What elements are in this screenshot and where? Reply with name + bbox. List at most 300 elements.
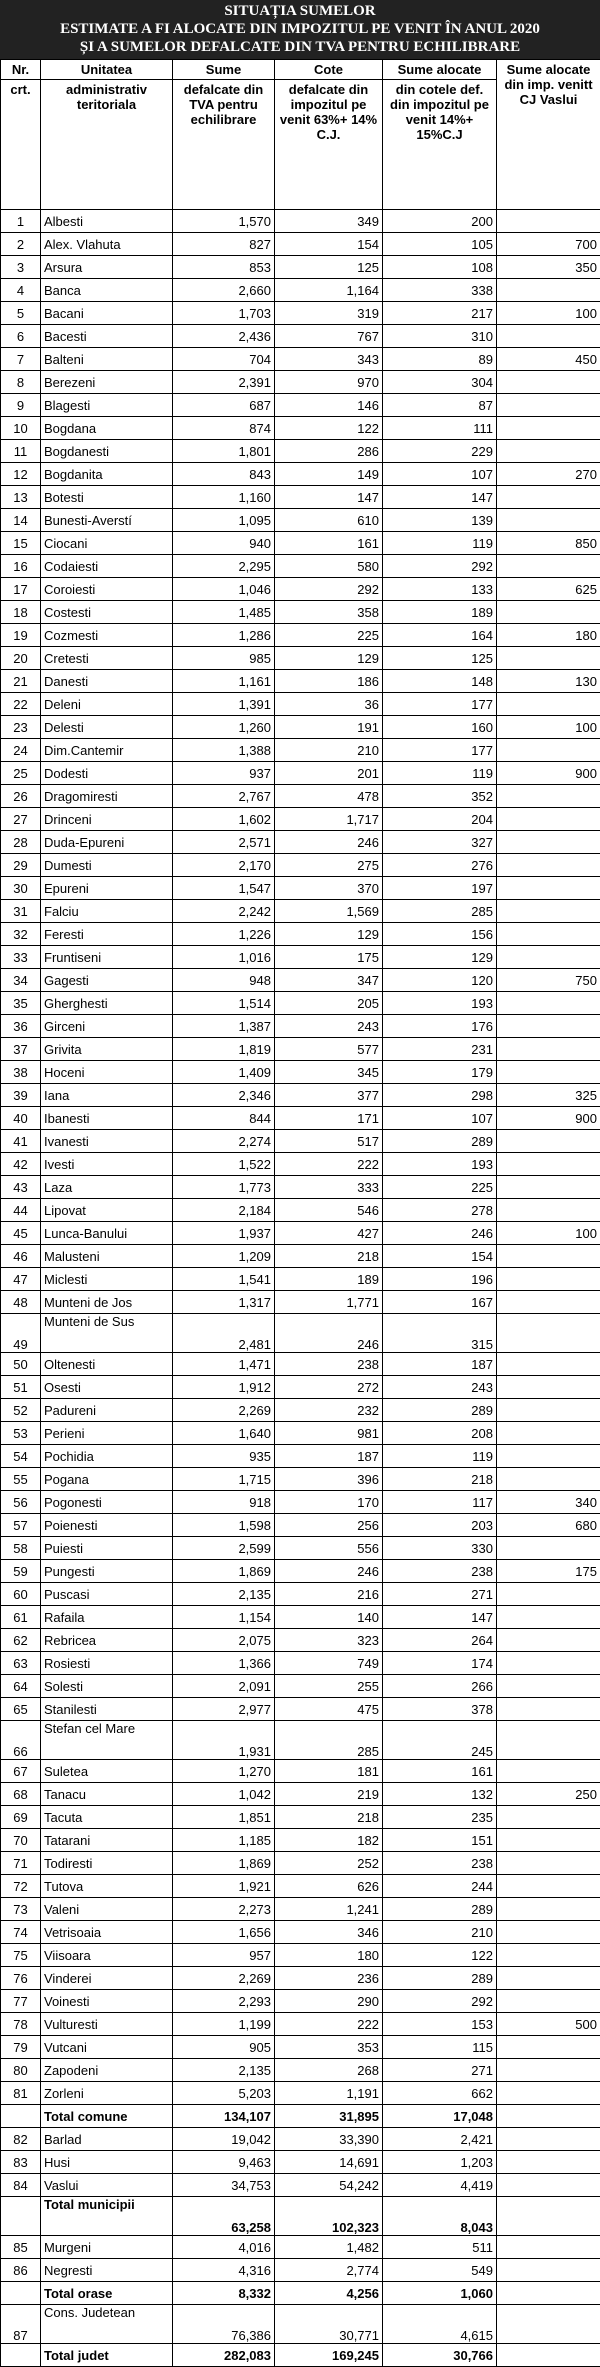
cell-cote: 349 — [275, 210, 383, 233]
cell-unit-name: Epureni — [41, 877, 173, 900]
cell-sume-tva: 2,184 — [173, 1199, 275, 1222]
total-row — [1, 2105, 600, 2128]
cell-sume-cj: 325 — [497, 1084, 600, 1107]
cell-unit-name: Zapodeni — [41, 2059, 173, 2082]
cell-cote: 222 — [275, 2013, 383, 2036]
cell-sume-cj: 700 — [497, 233, 600, 256]
cell-sume-cj — [497, 2105, 600, 2128]
cell-cote: 275 — [275, 854, 383, 877]
cell-cote: 749 — [275, 1652, 383, 1675]
cell-sume-tva: 948 — [173, 969, 275, 992]
cell-unit-name: Bacesti — [41, 325, 173, 348]
cell-sume-alocate: 310 — [383, 325, 497, 348]
cell-nr: 68 — [1, 1783, 41, 1806]
header-nr-top: Nr. — [1, 60, 41, 80]
table-row — [1, 1061, 600, 1084]
table-row — [1, 1245, 600, 1268]
cell-cote: 36 — [275, 693, 383, 716]
cell-nr: 9 — [1, 394, 41, 417]
table-row — [1, 1760, 600, 1783]
cell-nr: 27 — [1, 808, 41, 831]
cell-sume-tva: 1,226 — [173, 923, 275, 946]
cell-nr: 86 — [1, 2259, 41, 2282]
cell-cote: 358 — [275, 601, 383, 624]
header-cote-bottom: defalcate din impozitul pe venit 63%+ 14% C.J. — [275, 80, 383, 210]
cell-sume-cj — [497, 923, 600, 946]
cell-sume-cj — [497, 371, 600, 394]
cell-sume-alocate: 246 — [383, 1222, 497, 1245]
cell-nr: 18 — [1, 601, 41, 624]
table-row — [1, 1468, 600, 1491]
cell-sume-cj — [497, 2174, 600, 2197]
cell-nr: 26 — [1, 785, 41, 808]
table-row — [1, 877, 600, 900]
cell-sume-tva: 1,869 — [173, 1560, 275, 1583]
cell-sume-tva: 4,016 — [173, 2236, 275, 2259]
cell-sume-alocate: 229 — [383, 440, 497, 463]
cell-unit-name: Total orase — [41, 2282, 173, 2305]
cell-nr: 16 — [1, 555, 41, 578]
cell-nr: 51 — [1, 1376, 41, 1399]
cell-cote: 580 — [275, 555, 383, 578]
cell-cote: 191 — [275, 716, 383, 739]
cell-sume-cj: 500 — [497, 2013, 600, 2036]
cell-unit-name: Voinesti — [41, 1990, 173, 2013]
cell-unit-name: Botesti — [41, 486, 173, 509]
cell-cote: 272 — [275, 1376, 383, 1399]
cell-sume-cj — [497, 1291, 600, 1314]
cell-sume-alocate: 235 — [383, 1806, 497, 1829]
table-row — [1, 279, 600, 302]
cell-sume-cj: 100 — [497, 1222, 600, 1245]
cell-nr: 5 — [1, 302, 41, 325]
cell-unit-name: Bacani — [41, 302, 173, 325]
cell-sume-cj: 250 — [497, 1783, 600, 1806]
table-row — [1, 2151, 600, 2174]
cell-sume-alocate: 17,048 — [383, 2105, 497, 2128]
cell-cote: 427 — [275, 1222, 383, 1245]
cell-nr: 43 — [1, 1176, 41, 1199]
cell-unit-name: Cretesti — [41, 647, 173, 670]
table-row — [1, 1107, 600, 1130]
cell-unit-name: Duda-Epureni — [41, 831, 173, 854]
table-row — [1, 2128, 600, 2151]
cell-sume-tva: 34,753 — [173, 2174, 275, 2197]
cell-unit-name: Hoceni — [41, 1061, 173, 1084]
cell-nr: 13 — [1, 486, 41, 509]
cell-unit-name: Perieni — [41, 1422, 173, 1445]
cell-sume-tva: 1,715 — [173, 1468, 275, 1491]
cell-sume-tva: 905 — [173, 2036, 275, 2059]
table-row — [1, 463, 600, 486]
cell-cote: 129 — [275, 647, 383, 670]
cell-nr: 22 — [1, 693, 41, 716]
cell-unit-name: Miclesti — [41, 1268, 173, 1291]
header-nr-bottom: crt. — [1, 80, 41, 210]
cell-sume-cj — [497, 2282, 600, 2305]
cell-cote: 345 — [275, 1061, 383, 1084]
cell-nr: 29 — [1, 854, 41, 877]
cell-unit-name: Ivanesti — [41, 1130, 173, 1153]
cell-sume-cj — [497, 2082, 600, 2105]
cell-nr: 65 — [1, 1698, 41, 1721]
cell-nr — [1, 2105, 41, 2128]
cell-sume-cj — [497, 1153, 600, 1176]
cell-nr: 24 — [1, 739, 41, 762]
cell-unit-name: Fruntiseni — [41, 946, 173, 969]
cell-cote: 256 — [275, 1514, 383, 1537]
cell-sume-alocate: 30,766 — [383, 2344, 497, 2367]
cell-sume-alocate: 218 — [383, 1468, 497, 1491]
cell-unit-name: Banca — [41, 279, 173, 302]
header-extra: Sume alocate din imp. venitt CJ Vaslui — [497, 60, 600, 210]
table-row — [1, 325, 600, 348]
cell-nr: 72 — [1, 1875, 41, 1898]
cell-sume-tva: 1,640 — [173, 1422, 275, 1445]
cell-sume-cj — [497, 1422, 600, 1445]
cell-cote: 1,482 — [275, 2236, 383, 2259]
table-row — [1, 2305, 600, 2344]
cell-cote: 1,241 — [275, 1898, 383, 1921]
cell-cote: 556 — [275, 1537, 383, 1560]
cell-nr: 71 — [1, 1852, 41, 1875]
cell-unit-name: Dodesti — [41, 762, 173, 785]
cell-sume-alocate: 160 — [383, 716, 497, 739]
cell-sume-alocate: 176 — [383, 1015, 497, 1038]
cell-unit-name: Suletea — [41, 1760, 173, 1783]
cell-sume-tva: 843 — [173, 463, 275, 486]
cell-sume-cj: 100 — [497, 302, 600, 325]
cell-sume-alocate: 231 — [383, 1038, 497, 1061]
cell-nr: 70 — [1, 1829, 41, 1852]
cell-cote: 187 — [275, 1445, 383, 1468]
cell-sume-cj: 900 — [497, 762, 600, 785]
cell-unit-name: Oltenesti — [41, 1353, 173, 1376]
table-row — [1, 440, 600, 463]
cell-cote: 246 — [275, 831, 383, 854]
total-row — [1, 2197, 600, 2236]
table-row — [1, 1944, 600, 1967]
cell-unit-name: Husi — [41, 2151, 173, 2174]
cell-unit-name: Barlad — [41, 2128, 173, 2151]
cell-unit-name: Valeni — [41, 1898, 173, 1921]
cell-cote: 222 — [275, 1153, 383, 1176]
cell-sume-tva: 19,042 — [173, 2128, 275, 2151]
cell-sume-cj — [497, 1944, 600, 1967]
cell-cote: 292 — [275, 578, 383, 601]
cell-sume-tva: 937 — [173, 762, 275, 785]
table-row — [1, 1084, 600, 1107]
cell-sume-cj — [497, 693, 600, 716]
cell-sume-cj — [497, 417, 600, 440]
cell-sume-tva: 1,773 — [173, 1176, 275, 1199]
cell-sume-cj — [497, 440, 600, 463]
cell-unit-name: Pogana — [41, 1468, 173, 1491]
cell-cote: 161 — [275, 532, 383, 555]
cell-cote: 255 — [275, 1675, 383, 1698]
table-row — [1, 1491, 600, 1514]
cell-cote: 122 — [275, 417, 383, 440]
cell-sume-alocate: 208 — [383, 1422, 497, 1445]
table-row — [1, 785, 600, 808]
cell-sume-alocate: 167 — [383, 1291, 497, 1314]
cell-sume-cj — [497, 1652, 600, 1675]
cell-sume-cj: 850 — [497, 532, 600, 555]
cell-cote: 4,256 — [275, 2282, 383, 2305]
cell-unit-name: Osesti — [41, 1376, 173, 1399]
cell-sume-tva: 2,273 — [173, 1898, 275, 1921]
cell-sume-alocate: 238 — [383, 1852, 497, 1875]
table-row — [1, 1445, 600, 1468]
cell-cote: 125 — [275, 256, 383, 279]
cell-nr: 3 — [1, 256, 41, 279]
cell-sume-tva: 1,912 — [173, 1376, 275, 1399]
cell-sume-cj — [497, 1721, 600, 1760]
table-row — [1, 2013, 600, 2036]
cell-sume-tva: 1,869 — [173, 1852, 275, 1875]
cell-sume-cj — [497, 1314, 600, 1353]
cell-sume-alocate: 330 — [383, 1537, 497, 1560]
cell-nr — [1, 2344, 41, 2367]
cell-nr: 76 — [1, 1967, 41, 1990]
cell-cote: 1,164 — [275, 279, 383, 302]
cell-nr: 55 — [1, 1468, 41, 1491]
cell-sume-cj: 450 — [497, 348, 600, 371]
cell-unit-name: Bogdanesti — [41, 440, 173, 463]
cell-nr: 82 — [1, 2128, 41, 2151]
cell-nr: 61 — [1, 1606, 41, 1629]
cell-sume-cj — [497, 877, 600, 900]
cell-sume-tva: 2,242 — [173, 900, 275, 923]
cell-sume-tva: 1,801 — [173, 440, 275, 463]
cell-nr: 83 — [1, 2151, 41, 2174]
title-line-2: ESTIMATE A FI ALOCATE DIN IMPOZITUL PE VENIT ÎN ANUL 2020 — [0, 20, 600, 38]
cell-sume-tva: 1,095 — [173, 509, 275, 532]
cell-unit-name: Alex. Vlahuta — [41, 233, 173, 256]
cell-cote: 970 — [275, 371, 383, 394]
cell-sume-cj: 180 — [497, 624, 600, 647]
cell-nr — [1, 2197, 41, 2236]
cell-nr: 78 — [1, 2013, 41, 2036]
cell-sume-tva: 1,937 — [173, 1222, 275, 1245]
cell-sume-alocate: 662 — [383, 2082, 497, 2105]
cell-cote: 626 — [275, 1875, 383, 1898]
cell-cote: 377 — [275, 1084, 383, 1107]
cell-unit-name: Danesti — [41, 670, 173, 693]
table-row — [1, 1422, 600, 1445]
cell-sume-alocate: 276 — [383, 854, 497, 877]
cell-sume-tva: 2,660 — [173, 279, 275, 302]
cell-sume-cj: 625 — [497, 578, 600, 601]
cell-sume-cj — [497, 1199, 600, 1222]
cell-sume-alocate: 304 — [383, 371, 497, 394]
table-row — [1, 624, 600, 647]
cell-sume-alocate: 125 — [383, 647, 497, 670]
cell-sume-tva: 76,386 — [173, 2305, 275, 2344]
cell-unit-name: Vutcani — [41, 2036, 173, 2059]
cell-sume-tva: 1,602 — [173, 808, 275, 831]
cell-sume-cj: 130 — [497, 670, 600, 693]
cell-sume-tva: 1,547 — [173, 877, 275, 900]
cell-sume-tva: 1,921 — [173, 1875, 275, 1898]
cell-cote: 54,242 — [275, 2174, 383, 2197]
cell-sume-alocate: 129 — [383, 946, 497, 969]
cell-unit-name: Total judet — [41, 2344, 173, 2367]
cell-sume-cj — [497, 1038, 600, 1061]
cell-cote: 154 — [275, 233, 383, 256]
table-row — [1, 762, 600, 785]
table-row — [1, 1291, 600, 1314]
cell-sume-cj — [497, 1537, 600, 1560]
cell-sume-alocate: 8,043 — [383, 2197, 497, 2236]
cell-nr: 66 — [1, 1721, 41, 1760]
cell-unit-name: Bogdana — [41, 417, 173, 440]
cell-sume-alocate: 210 — [383, 1921, 497, 1944]
cell-sume-tva: 687 — [173, 394, 275, 417]
cell-unit-name: Padureni — [41, 1399, 173, 1422]
cell-cote: 170 — [275, 1491, 383, 1514]
cell-unit-name: Feresti — [41, 923, 173, 946]
cell-sume-cj — [497, 1898, 600, 1921]
cell-nr: 75 — [1, 1944, 41, 1967]
cell-unit-name: Vulturesti — [41, 2013, 173, 2036]
cell-sume-cj — [497, 1176, 600, 1199]
cell-cote: 201 — [275, 762, 383, 785]
cell-nr: 8 — [1, 371, 41, 394]
cell-sume-cj — [497, 2236, 600, 2259]
cell-cote: 147 — [275, 486, 383, 509]
table-row — [1, 1629, 600, 1652]
cell-sume-tva: 2,293 — [173, 1990, 275, 2013]
cell-unit-name: Vinderei — [41, 1967, 173, 1990]
table-row — [1, 1783, 600, 1806]
cell-sume-tva: 1,387 — [173, 1015, 275, 1038]
cell-sume-alocate: 197 — [383, 877, 497, 900]
table-row — [1, 1268, 600, 1291]
cell-cote: 140 — [275, 1606, 383, 1629]
cell-cote: 186 — [275, 670, 383, 693]
cell-cote: 1,191 — [275, 2082, 383, 2105]
cell-cote: 1,569 — [275, 900, 383, 923]
cell-sume-tva: 1,819 — [173, 1038, 275, 1061]
table-row — [1, 555, 600, 578]
cell-sume-cj — [497, 647, 600, 670]
cell-sume-alocate: 1,060 — [383, 2282, 497, 2305]
cell-nr: 23 — [1, 716, 41, 739]
cell-sume-alocate: 204 — [383, 808, 497, 831]
cell-cote: 216 — [275, 1583, 383, 1606]
cell-unit-name: Deleni — [41, 693, 173, 716]
table-row — [1, 1990, 600, 2013]
cell-sume-tva: 1,317 — [173, 1291, 275, 1314]
cell-sume-cj: 900 — [497, 1107, 600, 1130]
cell-sume-cj — [497, 2305, 600, 2344]
table-row — [1, 946, 600, 969]
cell-sume-cj — [497, 1015, 600, 1038]
cell-sume-cj — [497, 2059, 600, 2082]
cell-sume-tva: 2,599 — [173, 1537, 275, 1560]
cell-sume-alocate: 105 — [383, 233, 497, 256]
cell-sume-tva: 1,046 — [173, 578, 275, 601]
cell-nr: 34 — [1, 969, 41, 992]
cell-nr: 39 — [1, 1084, 41, 1107]
cell-unit-name: Rebricea — [41, 1629, 173, 1652]
cell-sume-tva: 1,522 — [173, 1153, 275, 1176]
cell-sume-alocate: 549 — [383, 2259, 497, 2282]
table-row — [1, 1314, 600, 1353]
cell-nr: 69 — [1, 1806, 41, 1829]
cell-sume-tva: 918 — [173, 1491, 275, 1514]
table-row — [1, 256, 600, 279]
cell-cote: 610 — [275, 509, 383, 532]
cell-sume-tva: 1,931 — [173, 1721, 275, 1760]
cell-unit-name: Zorleni — [41, 2082, 173, 2105]
cell-unit-name: Puiesti — [41, 1537, 173, 1560]
header-unit-bottom: administrativ teritoriala — [41, 80, 173, 210]
cell-nr: 37 — [1, 1038, 41, 1061]
cell-unit-name: Pungesti — [41, 1560, 173, 1583]
cell-cote: 189 — [275, 1268, 383, 1291]
cell-unit-name: Blagesti — [41, 394, 173, 417]
cell-cote: 343 — [275, 348, 383, 371]
cell-cote: 319 — [275, 302, 383, 325]
cell-sume-cj — [497, 1130, 600, 1153]
cell-sume-alocate: 107 — [383, 1107, 497, 1130]
cell-sume-alocate: 122 — [383, 1944, 497, 1967]
cell-sume-tva: 874 — [173, 417, 275, 440]
cell-nr: 84 — [1, 2174, 41, 2197]
cell-cote: 33,390 — [275, 2128, 383, 2151]
cell-sume-alocate: 1,203 — [383, 2151, 497, 2174]
cell-unit-name: Munteni de Sus — [41, 1314, 173, 1353]
cell-unit-name: Gherghesti — [41, 992, 173, 1015]
cell-nr: 11 — [1, 440, 41, 463]
cell-nr: 77 — [1, 1990, 41, 2013]
table-row — [1, 1399, 600, 1422]
cell-cote: 396 — [275, 1468, 383, 1491]
cell-cote: 181 — [275, 1760, 383, 1783]
cell-sume-alocate: 139 — [383, 509, 497, 532]
cell-sume-tva: 2,481 — [173, 1314, 275, 1353]
cell-cote: 30,771 — [275, 2305, 383, 2344]
cell-unit-name: Pochidia — [41, 1445, 173, 1468]
cell-cote: 210 — [275, 739, 383, 762]
cell-sume-cj: 175 — [497, 1560, 600, 1583]
cell-nr: 33 — [1, 946, 41, 969]
cell-unit-name: Bunesti-Averstí — [41, 509, 173, 532]
cell-cote: 232 — [275, 1399, 383, 1422]
header-alocate-bottom: din cotele def. din impozitul pe venit 14%+ 15%C.J — [383, 80, 497, 210]
cell-cote: 246 — [275, 1560, 383, 1583]
cell-sume-cj — [497, 1698, 600, 1721]
cell-sume-cj: 350 — [497, 256, 600, 279]
title-line-1: SITUAȚIA SUMELOR — [0, 2, 600, 20]
cell-sume-alocate: 115 — [383, 2036, 497, 2059]
cell-sume-cj: 340 — [497, 1491, 600, 1514]
table-row — [1, 900, 600, 923]
cell-cote: 323 — [275, 1629, 383, 1652]
cell-sume-cj — [497, 1629, 600, 1652]
cell-nr: 4 — [1, 279, 41, 302]
cell-nr: 81 — [1, 2082, 41, 2105]
table-row — [1, 1038, 600, 1061]
cell-cote: 149 — [275, 463, 383, 486]
cell-sume-alocate: 119 — [383, 762, 497, 785]
cell-sume-alocate: 244 — [383, 1875, 497, 1898]
cell-nr: 2 — [1, 233, 41, 256]
cell-unit-name: Stefan cel Mare — [41, 1721, 173, 1760]
cell-unit-name: Rosiesti — [41, 1652, 173, 1675]
